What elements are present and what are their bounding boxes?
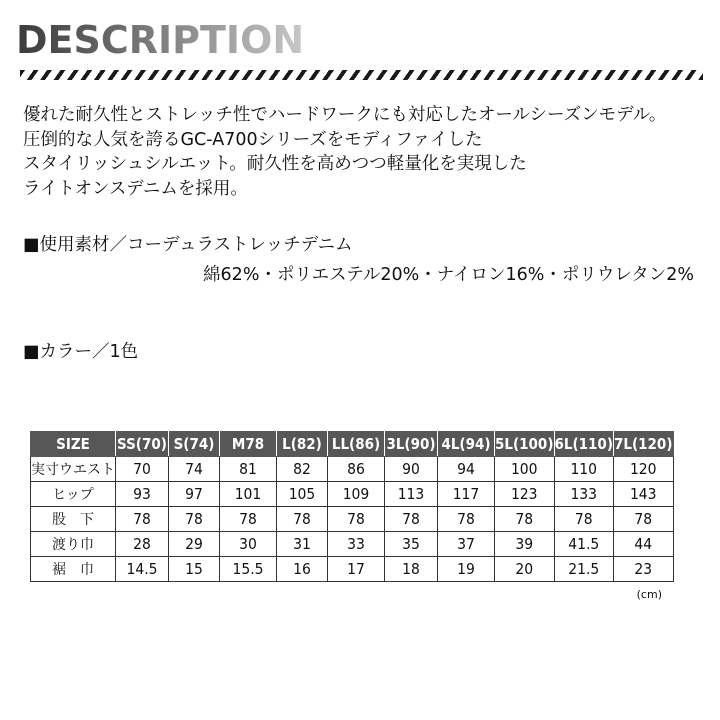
row-label: ヒップ	[31, 482, 116, 507]
table-cell: 105	[277, 482, 328, 507]
table-cell: 74	[169, 457, 220, 482]
row-label: 渡り巾	[31, 532, 116, 557]
table-cell: 100	[495, 457, 555, 482]
table-cell: 28	[116, 532, 169, 557]
color-heading: ■カラー／1色	[23, 342, 139, 362]
table-cell: 78	[554, 507, 614, 532]
table-cell: 78	[328, 507, 385, 532]
row-label: 実寸ウエスト	[31, 457, 116, 482]
table-cell: 117	[438, 482, 495, 507]
table-cell: 29	[169, 532, 220, 557]
table-row	[31, 557, 674, 582]
table-cell: 70	[116, 457, 169, 482]
description-line: スタイリッシュシルエット。耐久性を高めつつ軽量化を実現した	[23, 154, 527, 174]
table-cell: 19	[438, 557, 495, 582]
row-label: 裾 巾	[31, 557, 116, 582]
size-header-cell: LL(86)	[328, 432, 385, 457]
table-row	[31, 482, 674, 507]
table-cell: 78	[116, 507, 169, 532]
table-cell: 16	[277, 557, 328, 582]
description-text	[23, 103, 713, 201]
table-cell: 93	[116, 482, 169, 507]
table-cell: 78	[277, 507, 328, 532]
table-cell: 143	[614, 482, 674, 507]
table-cell: 81	[220, 457, 277, 482]
size-header-cell: 5L(100)	[495, 432, 555, 457]
table-cell: 44	[614, 532, 674, 557]
size-header-cell: 3L(90)	[385, 432, 438, 457]
description-line: ライトオンスデニムを採用。	[23, 178, 248, 199]
table-cell: 97	[169, 482, 220, 507]
table-cell: 21.5	[554, 557, 614, 582]
table-cell: 31	[277, 532, 328, 557]
unit-label: (cm)	[636, 588, 662, 601]
size-header-cell: L(82)	[277, 432, 328, 457]
description-line: 優れた耐久性とストレッチ性でハードワークにも対応したオールシーズンモデル。	[23, 105, 667, 125]
table-cell: 109	[328, 482, 385, 507]
table-row	[31, 532, 674, 557]
size-header-cell: S(74)	[169, 432, 220, 457]
size-header-cell: 7L(120)	[614, 432, 674, 457]
table-cell: 37	[438, 532, 495, 557]
material-heading: ■使用素材／コーデュラストレッチデニム	[23, 235, 353, 255]
table-cell: 101	[220, 482, 277, 507]
table-cell: 35	[385, 532, 438, 557]
table-cell: 17	[328, 557, 385, 582]
size-header-cell: M78	[220, 432, 277, 457]
table-cell: 30	[220, 532, 277, 557]
size-header-cell: 4L(94)	[438, 432, 495, 457]
table-cell: 14.5	[116, 557, 169, 582]
table-cell: 33	[328, 532, 385, 557]
size-header-label: SIZE	[31, 432, 116, 457]
table-cell: 41.5	[554, 532, 614, 557]
description-line: 圧倒的な人気を誇るGC-A700シリーズをモディファイした	[23, 129, 483, 150]
table-cell: 133	[554, 482, 614, 507]
table-cell: 39	[495, 532, 555, 557]
table-cell: 90	[385, 457, 438, 482]
table-cell: 78	[495, 507, 555, 532]
table-cell: 18	[385, 557, 438, 582]
table-row	[31, 457, 674, 482]
table-cell: 20	[495, 557, 555, 582]
table-cell: 86	[328, 457, 385, 482]
size-table	[30, 431, 674, 582]
material-composition: 綿62%・ポリエステル20%・ナイロン16%・ポリウレタン2%	[203, 265, 694, 285]
table-cell: 78	[169, 507, 220, 532]
table-cell: 78	[385, 507, 438, 532]
table-cell: 113	[385, 482, 438, 507]
table-cell: 78	[438, 507, 495, 532]
table-cell: 78	[614, 507, 674, 532]
row-label: 股 下	[31, 507, 116, 532]
table-cell: 78	[220, 507, 277, 532]
size-header-cell: SS(70)	[116, 432, 169, 457]
table-cell: 110	[554, 457, 614, 482]
table-cell: 94	[438, 457, 495, 482]
table-cell: 23	[614, 557, 674, 582]
size-header-row	[31, 432, 674, 457]
table-cell: 120	[614, 457, 674, 482]
page-title: DESCRIPTION	[16, 12, 304, 68]
table-cell: 15	[169, 557, 220, 582]
size-header-cell: 6L(110)	[554, 432, 614, 457]
decorative-stripe-divider	[20, 70, 703, 80]
table-row	[31, 507, 674, 532]
table-cell: 15.5	[220, 557, 277, 582]
table-cell: 82	[277, 457, 328, 482]
table-cell: 123	[495, 482, 555, 507]
